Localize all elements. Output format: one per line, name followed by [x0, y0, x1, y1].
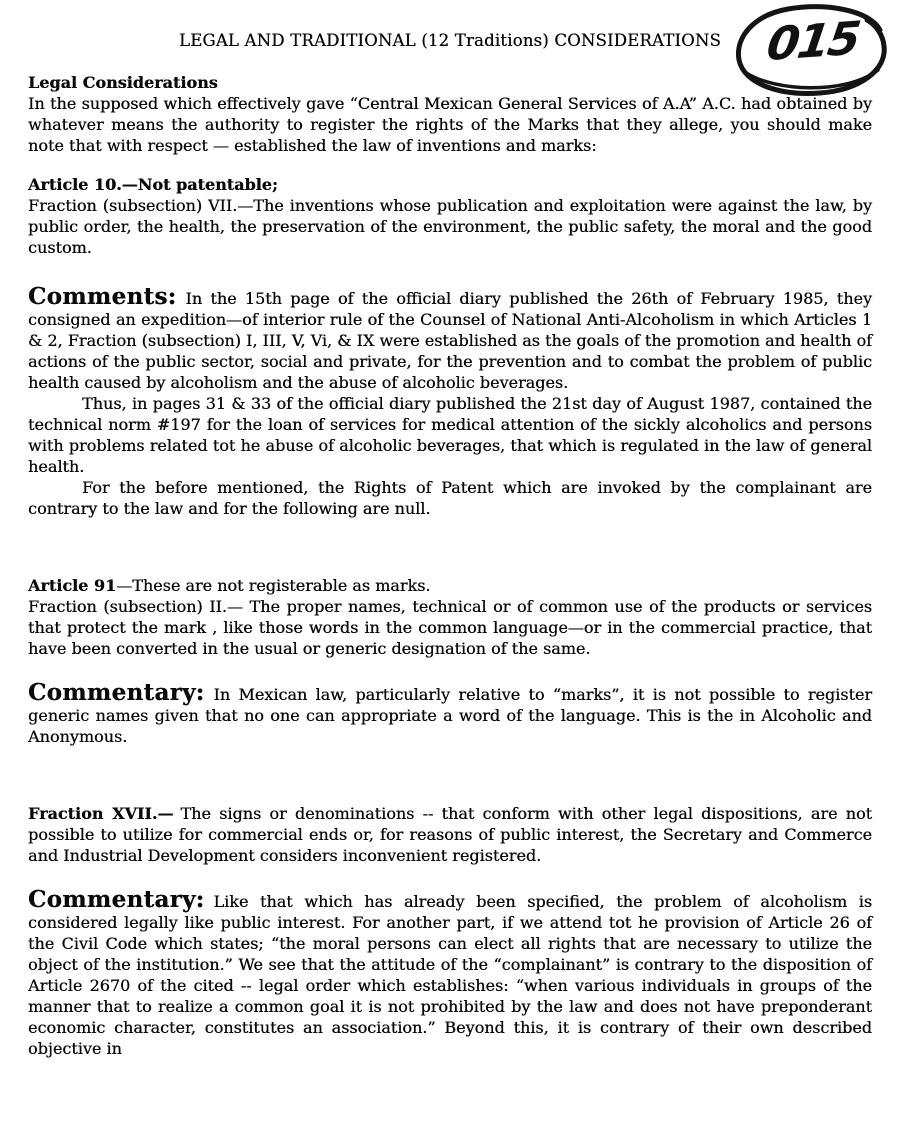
- fraction-xvii-body-text: The signs or denominations -- that conform with other legal dispositions, are not possible to utilize for commercial ends or, for reasons of public interest, the Secretary and Commerce and Industrial Development considers inconvenient registered.: [28, 804, 873, 865]
- section-heading-legal-considerations: Legal Considerations: [28, 73, 218, 92]
- page-title: LEGAL AND TRADITIONAL (12 Traditions) CONSIDERATIONS: [178, 31, 721, 50]
- commentary-2-body-text: Like that which has already been specified, the problem of alcoholism is considered legally like public interest. For another part, if we attend tot he provision of Article 26 of the Civil Code which states; “the moral persons can elect all rights that are necessary to utilize the object of the institution.” We see that the attitude of the “complainant” is contrary to the disposition of Article 2670 of the cited -- legal order which establishes: “when various individuals in groups of the manner that to realize a common goal it is not prohibited by the law and does not have preponderant economic character, constitutes an association.” Beyond this, it is contrary of their own described objective in: [28, 892, 872, 1058]
- article-91-heading-rest: —These are not registerable as marks.: [116, 576, 431, 595]
- paragraph-comments-thus: Thus, in pages 31 & 33 of the official diary published the 21st day of August 1987, contained the technical norm #197 for the loan of services for medical attention of the sickly alcoholics and persons with problems related tot he abuse of alcoholic beverages, that which is regulated in the law of general health.: [28, 394, 872, 476]
- section-heading-article-10: Article 10.—Not patentable;: [28, 175, 278, 194]
- comments-lead-label: Comments:: [28, 283, 177, 310]
- fraction-xvii-bold-label: Fraction XVII.—: [28, 804, 174, 823]
- paragraph-article-91-fraction-ii: Fraction (subsection) II.— The proper names, technical or of common use of the products or services that protect the mark , like those words in the common language—or in the commercial practice, that have been converted in the usual or generic designation of the same.: [28, 597, 872, 658]
- commentary-1-body-text: In Mexican law, particularly relative to “marks”, it is not possible to register generic names given that no one can appropriate a word of the language. This is the in Alcoholic and Anonymous.: [28, 685, 872, 746]
- commentary-2-lead-label: Commentary:: [28, 886, 205, 913]
- paragraph-comments: [28, 283, 872, 393]
- page-number-text: 015: [763, 10, 863, 72]
- page-number-stamp: [732, 2, 894, 98]
- paragraph-commentary-1: [28, 679, 872, 747]
- section-heading-article-91: [28, 575, 872, 596]
- paragraph-commentary-2: [28, 886, 872, 1059]
- comments-body-text: In the 15th page of the official diary published the 26th of February 1985, they consigned an expedition—of interior rule of the Counsel of National Anti-Alcoholism in which Articles 1 & 2, Fraction (subsection) I, III, V, Vi, & IX were established as the goals of the promotion and health of actions of the public sector, social and private, for the prevention and to combat the problem of public health caused by alcoholism and the abuse of alcoholic beverages.: [28, 289, 872, 392]
- paragraph-comments-before-mentioned: For the before mentioned, the Rights of Patent which are invoked by the complainant are contrary to the law and for the following are null.: [28, 478, 872, 518]
- article-91-bold-label: Article 91: [28, 576, 117, 595]
- commentary-1-lead-label: Commentary:: [28, 679, 205, 706]
- paragraph-article-10-fraction-vii: Fraction (subsection) VII.—The inventions whose publication and exploitation were against the law, by public order, the health, the preservation of the environment, the public safety, the moral and the good custom.: [28, 196, 872, 257]
- paragraph-legal-considerations: In the supposed which effectively gave “Central Mexican General Services of A.A” A.C. had obtained by whatever means the authority to register the rights of the Marks that they allege, you should make note that with respect — established the law of inventions and marks:: [28, 94, 872, 155]
- paragraph-fraction-xvii: [28, 803, 872, 866]
